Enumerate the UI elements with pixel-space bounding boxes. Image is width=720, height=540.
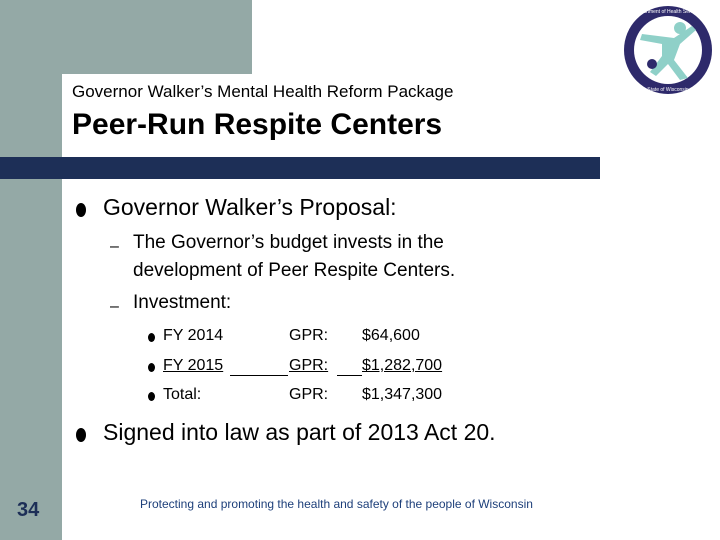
footer-tagline: Protecting and promoting the health and safety of the people of Wisconsin bbox=[140, 497, 533, 511]
investment-total-amount: $1,347,300 bbox=[362, 386, 443, 403]
bullet-dot-icon bbox=[148, 392, 155, 401]
investment-fy2014-label: FY 2014 bbox=[163, 327, 224, 344]
left-accent-band bbox=[0, 0, 62, 540]
seal-bottom-text: State of Wisconsin bbox=[647, 87, 689, 93]
budget-investment-line-2: development of Peer Respite Centers. bbox=[133, 260, 456, 281]
investment-label: Investment: bbox=[133, 292, 232, 313]
budget-investment-line-1: The Governor’s budget invests in the bbox=[133, 232, 444, 253]
investment-total-fund: GPR: bbox=[289, 386, 329, 403]
slide-title: Peer-Run Respite Centers bbox=[72, 108, 443, 141]
bullet-signed-into-law: Signed into law as part of 2013 Act 20. bbox=[103, 419, 496, 445]
investment-fy2015-fund: GPR: bbox=[289, 357, 329, 374]
bullet-proposal: Governor Walker’s Proposal: bbox=[103, 194, 397, 220]
top-accent-block bbox=[62, 0, 252, 74]
investment-fy2014-fund: GPR: bbox=[289, 327, 329, 344]
underline-rule bbox=[230, 375, 288, 376]
header-divider-bar bbox=[0, 157, 600, 179]
bullet-dot-icon bbox=[76, 428, 86, 442]
investment-fy2015-amount: $1,282,700 bbox=[362, 357, 443, 374]
investment-total-label: Total: bbox=[163, 386, 202, 403]
investment-fy2015-label: FY 2015 bbox=[163, 357, 224, 374]
underline-rule bbox=[337, 375, 362, 376]
bullet-dot-icon bbox=[148, 333, 155, 342]
bullet-dot-icon bbox=[76, 203, 86, 217]
slide-subtitle: Governor Walker’s Mental Health Reform Package bbox=[72, 82, 454, 101]
investment-fy2014-amount: $64,600 bbox=[362, 327, 420, 344]
bullet-dot-icon bbox=[148, 363, 155, 372]
dash-icon: – bbox=[110, 298, 119, 315]
department-of-health-services-seal-icon bbox=[622, 4, 714, 96]
seal-top-text: Department of Health Services bbox=[633, 9, 703, 15]
dash-icon: – bbox=[110, 238, 119, 255]
page-number: 34 bbox=[17, 499, 40, 521]
